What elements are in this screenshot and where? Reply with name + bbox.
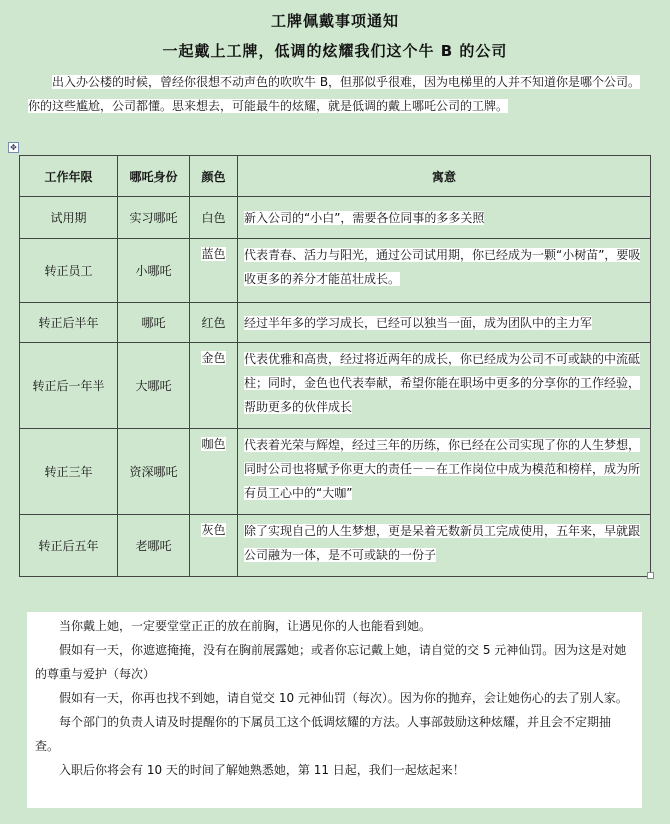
color-text: 金色 <box>201 351 226 365</box>
table-row <box>20 515 651 577</box>
meaning-text: 新入公司的“小白”，需要各位同事的多多关照 <box>244 210 485 225</box>
color-text: 灰色 <box>201 523 226 537</box>
rule-paragraph: 假如有一天，你再也找不到她，请自觉交 10 元神仙罚（每次）。因为你的抛弃，会让她伤心的去了别人家。 <box>59 691 628 705</box>
intro-text: 出入办公楼的时候，曾经你很想不动声色的吹吹牛 B，但那似乎很难，因为电梯里的人并不知道你是哪个公司。你的这些尴尬，公司都懂。思来想去，可能最牛的炫耀，就是低调的戴上哪吒公司的工牌。 <box>28 75 641 113</box>
meaning-text: 代表着光荣与辉煌，经过三年的历练，你已经在公司实现了你的人生梦想，同时公司也将赋予你更大的责任－－在工作岗位中成为模范和榜样，成为所有员工心中的“大咖” <box>244 438 641 500</box>
notice-subtitle: 一起戴上工牌，低调的炫耀我们这个牛 B 的公司 <box>162 42 508 60</box>
cell-color <box>190 515 238 577</box>
cell-color <box>190 303 238 343</box>
cell-meaning <box>238 239 651 303</box>
table-resize-handle[interactable] <box>647 572 654 579</box>
cell-years: 转正后一年半 <box>20 343 118 429</box>
cell-color <box>190 429 238 515</box>
cell-color <box>190 239 238 303</box>
meaning-text: 代表青春、活力与阳光，通过公司试用期，你已经成为一颗“小树苗”，要吸收更多的养分才能茁壮成长。 <box>244 248 641 286</box>
color-text: 白色 <box>201 211 226 225</box>
table-row <box>20 239 651 303</box>
cell-color <box>190 343 238 429</box>
rule-paragraph: 每个部门的负责人请及时提醒你的下属员工这个低调炫耀的方法。人事部鼓励这种炫耀，并且会不定期抽查。 <box>35 715 612 753</box>
cell-identity: 资深哪吒 <box>118 429 190 515</box>
cell-identity: 老哪吒 <box>118 515 190 577</box>
cell-identity: 实习哪吒 <box>118 197 190 239</box>
rules-box <box>27 612 642 808</box>
header-years: 工作年限 <box>20 156 118 197</box>
rule-paragraph: 当你戴上她，一定要堂堂正正的放在前胸，让遇见你的人也能看到她。 <box>59 619 432 633</box>
cell-years: 转正后五年 <box>20 515 118 577</box>
cell-meaning <box>238 515 651 577</box>
cell-color <box>190 197 238 239</box>
table-row <box>20 429 651 515</box>
color-text: 红色 <box>201 316 226 330</box>
table-row <box>20 303 651 343</box>
meaning-text: 经过半年多的学习成长，已经可以独当一面，成为团队中的主力军 <box>244 315 593 330</box>
cell-meaning <box>238 197 651 239</box>
notice-title: 工牌佩戴事项通知 <box>270 12 399 30</box>
rule-paragraph: 假如有一天，你遮遮掩掩，没有在胸前展露她；或者你忘记戴上她，请自觉的交 5 元神仙罚。因为这是对她的尊重与爱护（每次） <box>35 643 627 681</box>
table-row <box>20 197 651 239</box>
table-move-handle-icon[interactable]: ✥ <box>8 142 19 153</box>
cell-meaning <box>238 343 651 429</box>
rule-paragraph: 入职后你将会有 10 天的时间了解她熟悉她，第 11 日起，我们一起炫起来！ <box>59 763 465 777</box>
header-color: 颜色 <box>190 156 238 197</box>
cell-years: 转正三年 <box>20 429 118 515</box>
meaning-text: 除了实现自己的人生梦想，更是呆着无数新员工完成使用，五年来，早就跟公司融为一体，是不可或缺的一份子 <box>244 524 641 562</box>
meaning-text: 代表优雅和高贵，经过将近两年的成长，你已经成为公司不可或缺的中流砥柱；同时，金色也代表奉献，希望你能在职场中更多的分享你的工作经验，帮助更多的伙伴成长 <box>244 352 641 414</box>
header-identity: 哪吒身份 <box>118 156 190 197</box>
table-row <box>20 343 651 429</box>
cell-identity: 小哪吒 <box>118 239 190 303</box>
intro-paragraph <box>28 70 646 118</box>
table-header-row <box>20 156 651 197</box>
color-text: 蓝色 <box>201 247 226 261</box>
cell-meaning <box>238 303 651 343</box>
header-meaning: 寓意 <box>238 156 651 197</box>
cell-identity: 大哪吒 <box>118 343 190 429</box>
cell-years: 转正后半年 <box>20 303 118 343</box>
cell-meaning <box>238 429 651 515</box>
cell-years: 试用期 <box>20 197 118 239</box>
cell-identity: 哪吒 <box>118 303 190 343</box>
badge-table <box>19 155 651 577</box>
cell-years: 转正员工 <box>20 239 118 303</box>
color-text: 咖色 <box>201 437 226 451</box>
